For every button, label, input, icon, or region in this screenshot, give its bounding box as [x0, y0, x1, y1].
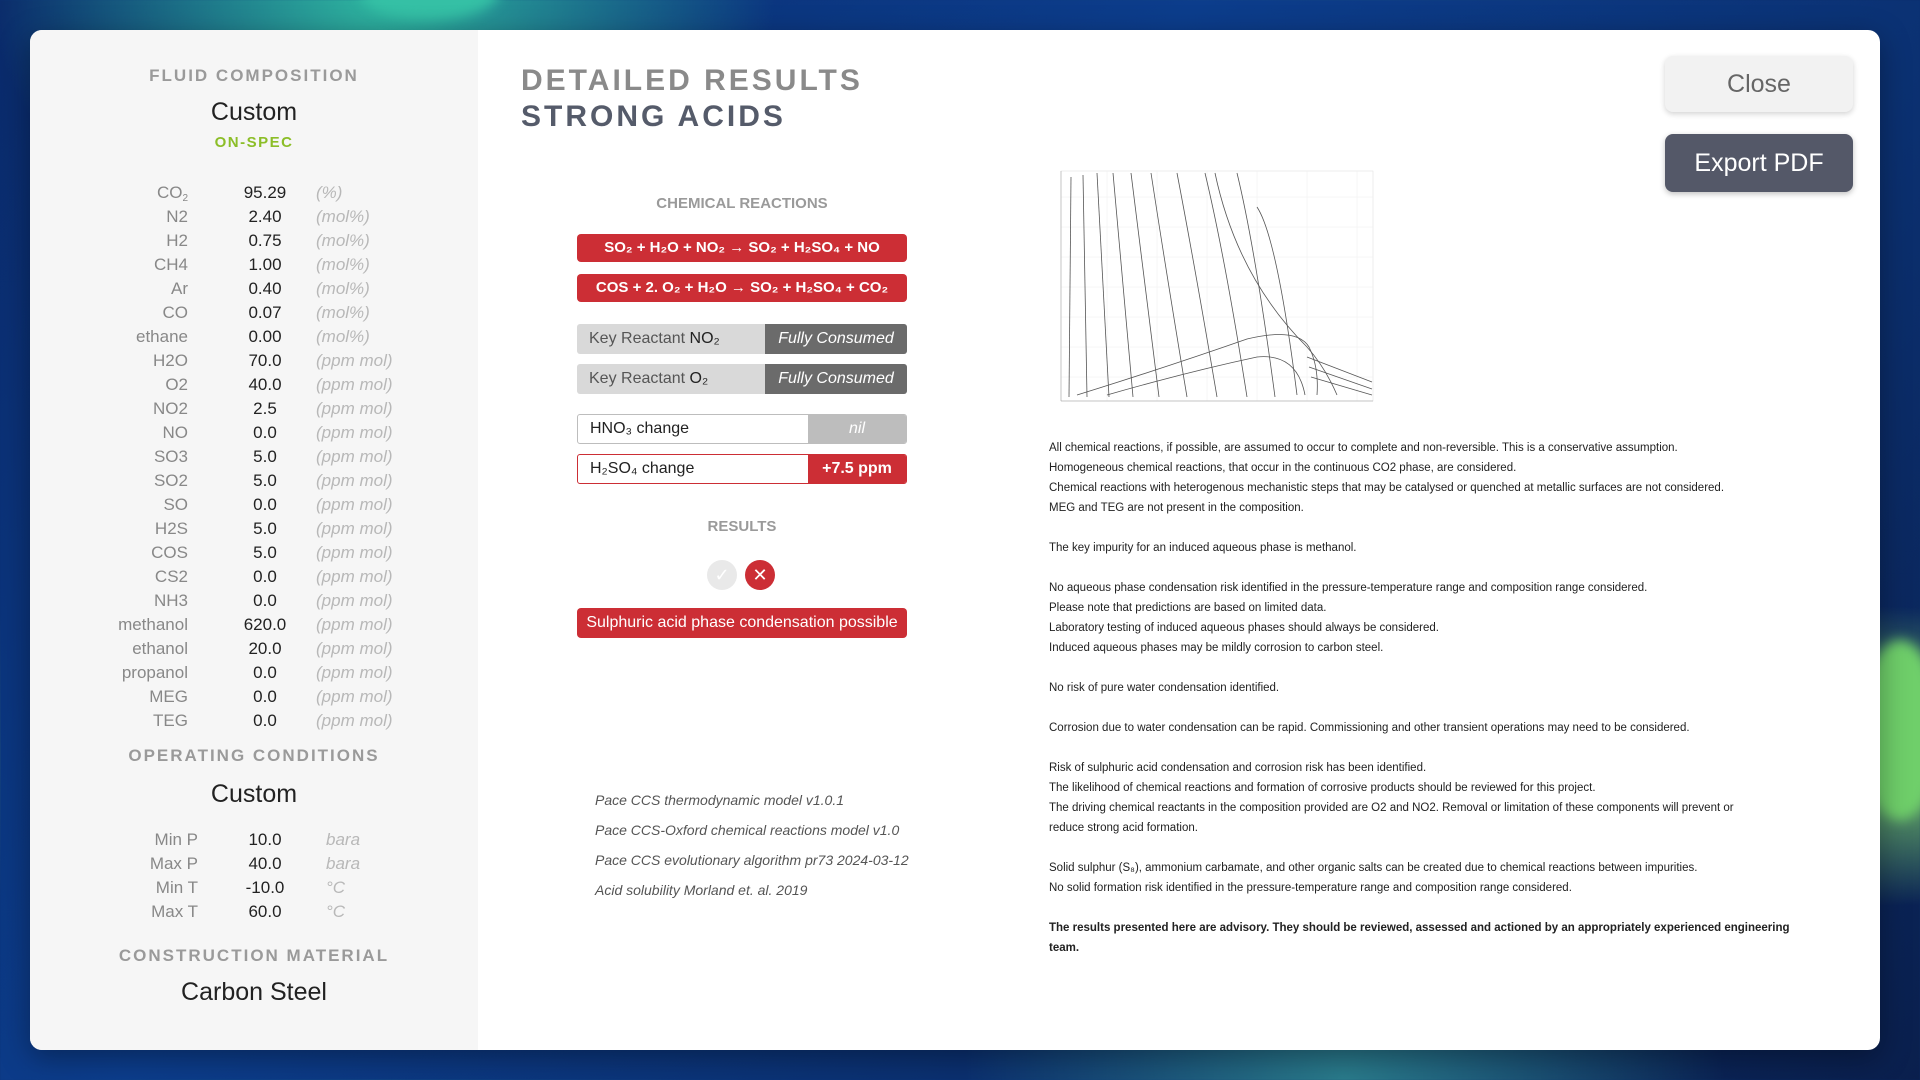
model-version: Pace CCS evolutionary algorithm pr73 2024-03-12 [595, 852, 909, 868]
component-value: 5.0 [253, 543, 277, 562]
hno3-change-value: nil [808, 415, 906, 443]
fluid-name: Custom [210, 98, 298, 126]
hno3-change-label: HNO₃ change [590, 420, 690, 437]
component-value: 95.29 [243, 183, 287, 202]
component-value: 0.07 [248, 303, 282, 322]
operating-conditions-title: OPERATING CONDITIONS [128, 746, 380, 765]
component-name: SO [163, 495, 188, 514]
component-name: NO [162, 423, 188, 442]
component-value: 0.0 [253, 711, 277, 730]
component-value: 2.5 [253, 399, 277, 418]
component-value: 0.0 [253, 495, 277, 514]
detailed-results-modal [30, 30, 1880, 1050]
note-line: All chemical reactions, if possible, are assumed to occur to complete and non-reversible. This is a conservative assumption. [1049, 442, 1678, 454]
component-value: 620.0 [243, 615, 287, 634]
component-name: SO3 [153, 447, 188, 466]
component-unit: (ppm mol) [316, 663, 393, 682]
component-value: 20.0 [248, 639, 282, 658]
operating-row [30, 830, 478, 854]
chemical-reactions-title: CHEMICAL REACTIONS [656, 195, 828, 212]
note-line: No aqueous phase condensation risk identified in the pressure-temperature range and composition range considered. [1049, 582, 1648, 594]
component-name: NH3 [153, 591, 188, 610]
phase-envelope-chart [1047, 167, 1377, 417]
condition-name: Min P [154, 830, 198, 849]
check-icon: ✓ [707, 560, 737, 590]
component-unit: (ppm mol) [316, 567, 393, 586]
component-unit: (mol%) [316, 207, 370, 226]
condition-value: 10.0 [248, 830, 282, 849]
export-pdf-button[interactable]: Export PDF [1665, 134, 1853, 192]
note-line: The key impurity for an induced aqueous phase is methanol. [1049, 542, 1357, 554]
model-version: Acid solubility Morland et. al. 2019 [595, 882, 808, 898]
composition-row [30, 183, 478, 207]
component-name: H2S [154, 519, 188, 538]
operating-row [30, 878, 478, 902]
hno3-change [577, 414, 907, 444]
note-line [1049, 698, 1794, 718]
component-name: ethane [136, 327, 188, 346]
reaction-2: COS + 2. O₂ + H₂O → SO₂ + H₂SO₄ + CO₂ [577, 274, 907, 302]
composition-row [30, 375, 478, 399]
condition-name: Max T [151, 902, 198, 921]
composition-row [30, 255, 478, 279]
operating-row [30, 902, 478, 926]
component-unit: (ppm mol) [316, 471, 393, 490]
component-value: 70.0 [248, 351, 282, 370]
composition-row [30, 447, 478, 471]
component-value: 0.00 [248, 327, 282, 346]
composition-row [30, 399, 478, 423]
component-value: 0.0 [253, 687, 277, 706]
composition-row [30, 639, 478, 663]
composition-row [30, 351, 478, 375]
note-line: No risk of pure water condensation identified. [1049, 682, 1280, 694]
results-notes [1049, 438, 1794, 958]
note-line: Induced aqueous phases may be mildly corrosion to carbon steel. [1049, 642, 1384, 654]
note-line [1049, 658, 1794, 678]
composition-row [30, 711, 478, 735]
component-name: CH4 [153, 255, 188, 274]
component-unit: (ppm mol) [316, 351, 393, 370]
note-line: Solid sulphur (S₈), ammonium carbamate, and other organic salts can be created due to chemical reactions between impurities. [1049, 862, 1698, 874]
note-line: Corrosion due to water condensation can be rapid. Commissioning and other transient operations may need to be considered. [1049, 722, 1690, 734]
operating-row [30, 854, 478, 878]
component-unit: (%) [316, 183, 343, 202]
component-unit: (ppm mol) [316, 375, 393, 394]
composition-row [30, 687, 478, 711]
note-line: Chemical reactions with heterogenous mechanistic steps that may be catalysed or quenched at metallic surfaces are not considered. [1049, 482, 1725, 494]
component-name: COS [151, 543, 188, 562]
component-name: MEG [149, 687, 188, 706]
component-unit: (ppm mol) [316, 399, 393, 418]
page-subtitle: STRONG ACIDS [521, 100, 786, 133]
component-unit: (ppm mol) [316, 519, 393, 538]
results-verdict-badge: Sulphuric acid phase condensation possible [577, 608, 907, 638]
component-unit: (ppm mol) [316, 711, 393, 730]
note-line [1049, 898, 1794, 918]
composition-row [30, 567, 478, 591]
fluid-composition-title: FLUID COMPOSITION [149, 66, 359, 85]
construction-material-name: Carbon Steel [181, 978, 327, 1006]
component-unit: (mol%) [316, 303, 370, 322]
composition-row [30, 279, 478, 303]
note-line: No solid formation risk identified in the pressure-temperature range and composition range considered. [1049, 882, 1572, 894]
cross-icon: ✕ [745, 560, 775, 590]
composition-row [30, 423, 478, 447]
component-name: H2O [153, 351, 188, 370]
component-name: H2 [166, 231, 188, 250]
component-name: CS2 [154, 567, 188, 586]
component-value: 5.0 [253, 519, 277, 538]
component-name: $CO_2$ [156, 183, 188, 204]
note-line [1049, 838, 1794, 858]
composition-row [30, 471, 478, 495]
note-line [1049, 738, 1794, 758]
component-name: Ar [171, 279, 188, 298]
note-line: reduce strong acid formation. [1049, 822, 1198, 834]
composition-row [30, 207, 478, 231]
model-version: Pace CCS thermodynamic model v1.0.1 [595, 792, 844, 808]
key-reactant-label: Key Reactant O₂ [589, 370, 709, 387]
component-value: 0.0 [253, 591, 277, 610]
component-value: 0.40 [248, 279, 282, 298]
component-unit: (ppm mol) [316, 543, 393, 562]
component-name: N2 [166, 207, 188, 226]
note-line [1049, 558, 1794, 578]
component-name: TEG [153, 711, 188, 730]
component-unit: (ppm mol) [316, 423, 393, 442]
component-value: 0.0 [253, 423, 277, 442]
component-unit: (mol%) [316, 279, 370, 298]
component-name: O2 [165, 375, 188, 394]
component-name: propanol [121, 663, 188, 682]
reaction-1: SO₂ + H₂O + NO₂ → SO₂ + H₂SO₄ + NO [577, 234, 907, 262]
component-unit: (ppm mol) [316, 615, 393, 634]
note-line: Please note that predictions are based on limited data. [1049, 602, 1327, 614]
condition-name: Max P [149, 854, 198, 873]
note-line: Homogeneous chemical reactions, that occur in the continuous CO2 phase, are considered. [1049, 462, 1517, 474]
note-line [1049, 518, 1794, 538]
component-value: 0.75 [248, 231, 282, 250]
key-reactant-o2 [577, 364, 907, 394]
component-name: CO [162, 303, 188, 322]
h2so4-change-value: +7.5 ppm [808, 455, 906, 483]
condition-unit: bara [326, 854, 361, 873]
fluid-status-badge: ON-SPEC [214, 134, 294, 151]
note-line: The likelihood of chemical reactions and formation of corrosive products should be reviewed for this project. [1049, 782, 1596, 794]
page-title: DETAILED RESULTS [521, 64, 863, 97]
key-reactant-status: Fully Consumed [765, 364, 907, 394]
key-reactant-label: Key Reactant NO₂ [589, 330, 720, 347]
condition-value: 40.0 [248, 854, 282, 873]
close-button[interactable]: Close [1665, 56, 1853, 112]
component-unit: (ppm mol) [316, 495, 393, 514]
component-name: methanol [118, 615, 188, 634]
composition-row [30, 663, 478, 687]
note-line: Risk of sulphuric acid condensation and corrosion risk has been identified. [1049, 762, 1427, 774]
component-value: 40.0 [248, 375, 282, 394]
condition-value: -10.0 [245, 878, 285, 897]
condition-unit: °C [326, 902, 346, 921]
component-value: 0.0 [253, 567, 277, 586]
model-version: Pace CCS-Oxford chemical reactions model v1.0 [595, 822, 900, 838]
component-unit: (mol%) [316, 231, 370, 250]
composition-row [30, 519, 478, 543]
composition-row [30, 303, 478, 327]
component-name: SO2 [153, 471, 188, 490]
component-value: 0.0 [253, 663, 277, 682]
key-reactant-no2 [577, 324, 907, 354]
component-unit: (ppm mol) [316, 687, 393, 706]
construction-material-title: CONSTRUCTION MATERIAL [118, 946, 390, 965]
component-unit: (ppm mol) [316, 591, 393, 610]
operating-name: Custom [210, 780, 298, 808]
note-line: MEG and TEG are not present in the composition. [1049, 502, 1304, 514]
component-unit: (ppm mol) [316, 447, 393, 466]
condition-unit: °C [326, 878, 346, 897]
composition-row [30, 591, 478, 615]
sidebar [30, 30, 478, 1050]
condition-name: Min T [155, 878, 198, 897]
note-line: The results presented here are advisory. They should be reviewed, assessed and actioned by an appropriately experienced engineering [1049, 922, 1790, 934]
note-line: team. [1049, 942, 1080, 954]
component-unit: (mol%) [316, 327, 370, 346]
note-line: Laboratory testing of induced aqueous phases should always be considered. [1049, 622, 1439, 634]
component-unit: (ppm mol) [316, 639, 393, 658]
results-title: RESULTS [707, 518, 777, 535]
condition-value: 60.0 [248, 902, 282, 921]
composition-row [30, 327, 478, 351]
component-name: NO2 [153, 399, 188, 418]
component-value: 5.0 [253, 471, 277, 490]
composition-row [30, 615, 478, 639]
composition-row [30, 543, 478, 567]
component-value: 1.00 [248, 255, 282, 274]
component-unit: (mol%) [316, 255, 370, 274]
component-value: 5.0 [253, 447, 277, 466]
h2so4-change-label: H₂SO₄ change [590, 460, 695, 477]
component-name: ethanol [132, 639, 188, 658]
key-reactant-status: Fully Consumed [765, 324, 907, 354]
component-value: 2.40 [248, 207, 282, 226]
composition-row [30, 495, 478, 519]
h2so4-change [577, 454, 907, 484]
condition-unit: bara [326, 830, 361, 849]
note-line: The driving chemical reactants in the composition provided are O2 and NO2. Removal or limitation of these components will prevent or [1049, 802, 1734, 814]
composition-row [30, 231, 478, 255]
